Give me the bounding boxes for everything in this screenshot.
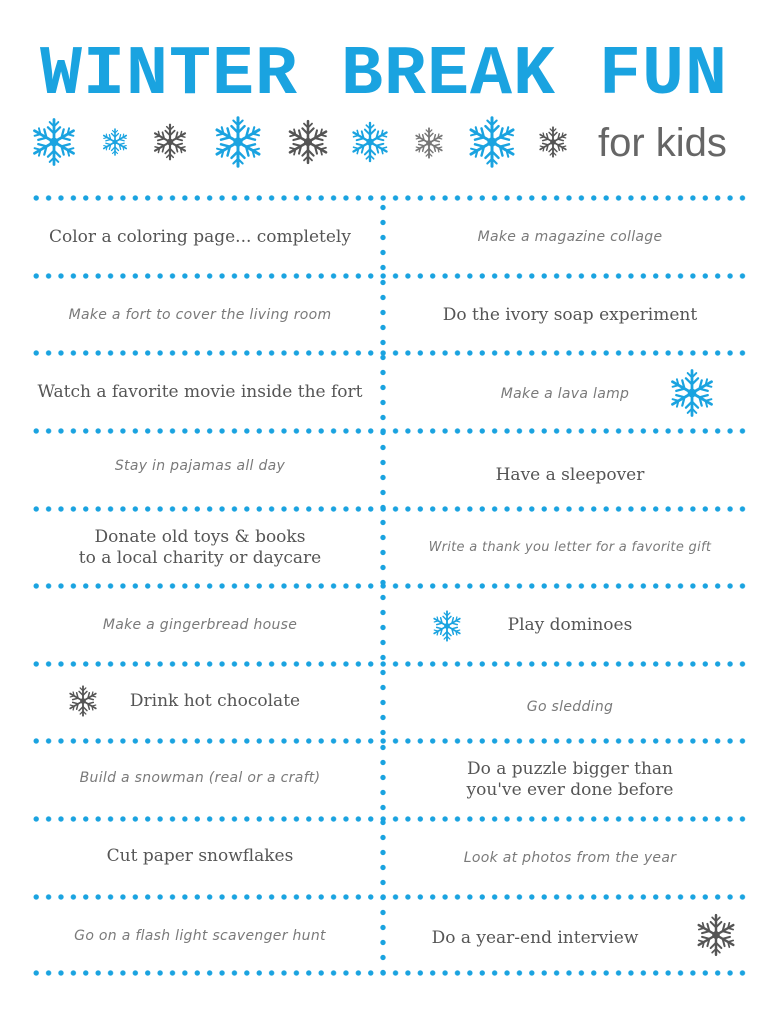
activity-label: Watch a favorite movie inside the fort <box>37 381 363 402</box>
activity-cell <box>392 744 748 816</box>
activity-label: Do a year-end interview <box>431 927 639 948</box>
subtitle: for kids <box>598 121 727 165</box>
snowflake-icon <box>348 118 392 166</box>
activity-label: Make a lava lamp <box>500 386 630 402</box>
activity-cell <box>392 279 748 351</box>
activity-label: Have a sleepover <box>495 464 645 485</box>
snowflake-icon <box>536 124 570 160</box>
activity-cell <box>30 512 370 584</box>
activity-label: Make a fort to cover the living room <box>68 307 332 323</box>
activity-cell <box>30 742 370 814</box>
activity-cell <box>392 822 748 894</box>
activity-cell <box>30 900 370 972</box>
activity-label: Drink hot chocolate <box>129 690 301 711</box>
activity-label: Go sledding <box>526 699 614 715</box>
activity-label: Color a coloring page... completely <box>49 226 351 247</box>
snowflake-icon <box>412 124 446 162</box>
snowflake-icon <box>666 366 718 420</box>
activity-cell <box>392 671 748 743</box>
snowflake-icon <box>66 683 100 719</box>
snowflake-icon <box>100 126 130 158</box>
activity-label: Make a gingerbread house <box>102 617 298 633</box>
activity-cell <box>30 279 370 351</box>
activity-label: Cut paper snowflakes <box>106 845 294 866</box>
snowflake-icon <box>464 112 520 172</box>
activity-cell <box>30 356 370 428</box>
activity-cell <box>392 512 748 584</box>
snowflake-icon <box>693 910 739 960</box>
activity-label: Do the ivory soap experiment <box>442 304 698 325</box>
activity-label: Play dominoes <box>507 614 633 635</box>
dotted-column-divider <box>380 200 386 978</box>
activity-cell <box>30 430 370 502</box>
activity-label: Write a thank you letter for a favorite gift <box>428 540 712 555</box>
activity-cell <box>392 439 748 511</box>
activity-cell <box>30 201 370 273</box>
activity-cell <box>30 589 370 661</box>
snowflake-icon <box>28 114 80 170</box>
activity-label: Stay in pajamas all day <box>114 458 286 474</box>
activity-label: Go on a flash light scavenger hunt <box>74 928 326 944</box>
activity-label: Build a snowman (real or a craft) <box>79 770 321 786</box>
activity-cell <box>30 820 370 892</box>
activity-cell <box>392 201 748 273</box>
snowflake-row <box>28 112 588 172</box>
snowflake-icon <box>150 120 190 164</box>
snowflake-icon <box>430 608 464 644</box>
page-title: WINTER BREAK FUN <box>39 36 729 115</box>
activity-label: Look at photos from the year <box>463 850 677 866</box>
activity-label: Do a puzzle bigger than you've ever done before <box>466 759 674 800</box>
activity-label: Donate old toys & books to a local charity or daycare <box>78 527 322 568</box>
snowflake-icon <box>284 116 332 168</box>
snowflake-icon <box>210 112 266 172</box>
activity-label: Make a magazine collage <box>477 229 663 245</box>
